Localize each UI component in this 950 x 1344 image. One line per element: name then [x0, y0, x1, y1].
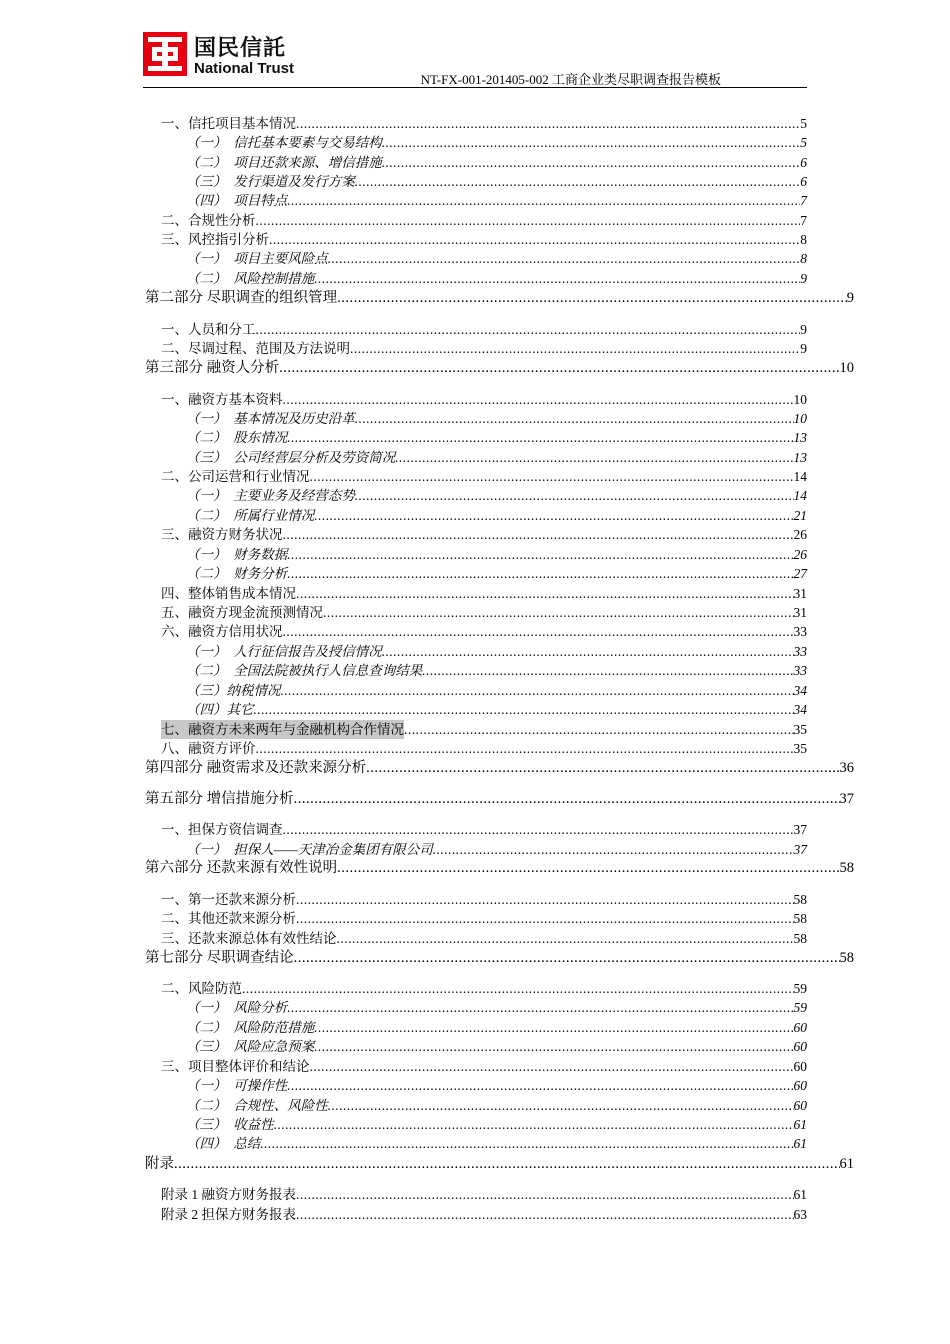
- toc-page-number: 31: [793, 586, 807, 601]
- toc-part-entry[interactable]: [145, 759, 854, 778]
- toc-entry-title: （一） 主要业务及经营态势: [186, 488, 355, 503]
- toc-section-entry[interactable]: [161, 622, 807, 641]
- toc-page-number: 5: [800, 135, 807, 150]
- toc-dot-leader: [395, 448, 793, 467]
- toc-page-number: 37: [793, 842, 807, 857]
- toc-subsection-entry[interactable]: [186, 661, 807, 680]
- toc-page-number: 13: [793, 430, 807, 445]
- toc-page-number: 33: [793, 624, 807, 639]
- toc-subsection-entry[interactable]: [186, 191, 807, 210]
- toc-entry-title: 六、融资方信用状况: [161, 624, 283, 639]
- toc-section-entry[interactable]: [161, 525, 807, 544]
- toc-part-entry[interactable]: [145, 790, 854, 809]
- toc-entry-title: 三、还款来源总体有效性结论: [161, 931, 337, 946]
- toc-dot-leader: [283, 820, 794, 839]
- toc-part-entry[interactable]: [145, 1155, 854, 1174]
- toc-subsection-entry[interactable]: [186, 269, 807, 288]
- toc-entry-title: （一） 基本情况及历史沿革: [186, 411, 355, 426]
- toc-entry-title: （一） 项目主要风险点: [186, 251, 328, 266]
- toc-entry-title: （一） 财务数据: [186, 547, 288, 562]
- toc-entry-title: （二） 合规性、风险性: [186, 1098, 328, 1113]
- toc-dot-leader: [296, 909, 794, 928]
- toc-dot-leader: [314, 1037, 793, 1056]
- toc-page-number: 58: [839, 860, 854, 876]
- toc-entry-title: 第七部分 尽职调查结论: [145, 950, 294, 966]
- toc-page-number: 14: [793, 488, 807, 503]
- toc-section-entry[interactable]: [161, 720, 807, 739]
- toc-entry-title: （二） 风险防范措施: [186, 1020, 315, 1035]
- toc-page-number: 8: [800, 232, 807, 247]
- toc-dot-leader: [314, 506, 793, 525]
- toc-entry-title: 一、第一还款来源分析: [161, 892, 296, 907]
- toc-page-number: 58: [793, 911, 807, 926]
- toc-dot-leader: [355, 172, 801, 191]
- toc-dot-leader: [287, 191, 800, 210]
- toc-section-entry[interactable]: [161, 1057, 807, 1076]
- toc-subsection-entry[interactable]: [186, 642, 807, 661]
- toc-page-number: 35: [793, 722, 807, 737]
- toc-page-number: 9: [800, 322, 807, 337]
- toc-subsection-entry[interactable]: [186, 681, 807, 700]
- toc-part-entry[interactable]: [145, 359, 854, 378]
- toc-dot-leader: [404, 720, 794, 739]
- toc-dot-leader: [382, 133, 801, 152]
- toc-entry-title: 二、公司运营和行业情况: [161, 469, 310, 484]
- toc-entry-title: 第四部分 融资需求及还款来源分析: [145, 760, 367, 776]
- toc-page-number: 60: [793, 1078, 807, 1093]
- toc-entry-title: 二、合规性分析: [161, 213, 256, 228]
- toc-entry-title: 一、担保方资信调查: [161, 822, 283, 837]
- toc-dot-leader: [287, 1076, 793, 1095]
- toc-dot-leader: [296, 114, 800, 133]
- toc-section-entry[interactable]: [161, 909, 807, 928]
- toc-subsection-entry[interactable]: [186, 448, 807, 467]
- toc-dot-leader: [260, 1134, 793, 1153]
- toc-subsection-entry[interactable]: [186, 1076, 807, 1095]
- toc-dot-leader: [283, 390, 794, 409]
- toc-section-entry[interactable]: [161, 320, 807, 339]
- toc-entry-title: 二、尽调过程、范围及方法说明: [161, 341, 350, 356]
- toc-entry-title: 三、项目整体评价和结论: [161, 1059, 310, 1074]
- logo-english-name: National Trust: [194, 60, 295, 77]
- toc-page-number: 61: [793, 1117, 807, 1132]
- toc-page-number: 58: [793, 892, 807, 907]
- toc-dot-leader: [274, 1115, 794, 1134]
- toc-page-number: 63: [793, 1207, 807, 1222]
- toc-entry-title: （一） 担保人——天津冶金集团有限公司: [186, 842, 433, 857]
- toc-dot-leader: [337, 929, 794, 948]
- toc-page-number: 31: [793, 605, 807, 620]
- toc-page-number: 8: [800, 251, 807, 266]
- toc-entry-title: （二） 所属行业情况: [186, 508, 315, 523]
- toc-page-number: 58: [839, 950, 854, 966]
- toc-page-number: 33: [793, 663, 807, 678]
- toc-entry-title: 五、融资方现金流预测情况: [161, 605, 323, 620]
- toc-subsection-entry[interactable]: [186, 1115, 807, 1134]
- toc-section-entry[interactable]: [161, 929, 807, 948]
- toc-section-entry[interactable]: [161, 339, 807, 358]
- toc-entry-title: （三） 收益性: [186, 1117, 274, 1132]
- toc-page-number: 37: [839, 791, 854, 807]
- toc-page-number: 27: [793, 566, 807, 581]
- toc-page-number: 14: [793, 469, 807, 484]
- toc-entry-title: （二） 风险控制措施: [186, 271, 315, 286]
- toc-dot-leader: [283, 525, 794, 544]
- toc-entry-title: （一） 人行征信报告及授信情况: [186, 644, 382, 659]
- toc-subsection-entry[interactable]: [186, 409, 807, 428]
- toc-entry-title: 二、风险防范: [161, 981, 242, 996]
- toc-page-number: 37: [793, 822, 807, 837]
- toc-entry-title: （三）纳税情况: [186, 683, 281, 698]
- toc-page-number: 58: [793, 931, 807, 946]
- toc-entry-title: 七、融资方未来两年与金融机构合作情况: [161, 722, 404, 737]
- toc-entry-title: 四、整体销售成本情况: [161, 586, 296, 601]
- toc-entry-title: 第三部分 融资人分析: [145, 360, 280, 376]
- toc-dot-leader: [287, 545, 793, 564]
- toc-dot-leader: [350, 339, 800, 358]
- toc-section-entry[interactable]: [161, 230, 807, 249]
- toc-entry-title: 附录 2 担保方财务报表: [161, 1207, 296, 1222]
- toc-dot-leader: [281, 681, 794, 700]
- toc-entry-title: （一） 风险分析: [186, 1000, 288, 1015]
- toc-subsection-entry[interactable]: [186, 1018, 807, 1037]
- toc-dot-leader: [310, 1057, 794, 1076]
- toc-entry-title: （二） 财务分析: [186, 566, 288, 581]
- toc-entry-title: （三） 发行渠道及发行方案: [186, 174, 355, 189]
- toc-subsection-entry[interactable]: [186, 486, 807, 505]
- toc-entry-title: 一、人员和分工: [161, 322, 256, 337]
- toc-section-entry[interactable]: [161, 390, 807, 409]
- toc-page-number: 61: [793, 1187, 807, 1202]
- toc-entry-title: （二） 股东情况: [186, 430, 288, 445]
- toc-page-number: 60: [793, 1020, 807, 1035]
- toc-page-number: 59: [793, 1000, 807, 1015]
- toc-page-number: 61: [793, 1136, 807, 1151]
- toc-part-entry[interactable]: [145, 289, 854, 308]
- logo-chinese-name: 国民信託: [194, 36, 287, 61]
- toc-entry-title: 附录 1 融资方财务报表: [161, 1187, 296, 1202]
- toc-dot-leader: [337, 859, 839, 878]
- toc-section-entry[interactable]: [161, 739, 807, 758]
- toc-dot-leader: [314, 269, 800, 288]
- toc-entry-title: 一、信托项目基本情况: [161, 116, 296, 131]
- toc-dot-leader: [256, 739, 794, 758]
- toc-entry-title: （四） 总结: [186, 1136, 261, 1151]
- toc-page-number: 10: [793, 392, 807, 407]
- toc-section-entry[interactable]: [161, 584, 807, 603]
- toc-subsection-entry[interactable]: [186, 506, 807, 525]
- toc-subsection-entry[interactable]: [186, 249, 807, 268]
- toc-dot-leader: [174, 1155, 840, 1174]
- toc-page-number: 35: [793, 741, 807, 756]
- toc-dot-leader: [328, 249, 801, 268]
- toc-page-number: 60: [793, 1059, 807, 1074]
- toc-page-number: 5: [800, 116, 807, 131]
- toc-section-entry[interactable]: [161, 979, 807, 998]
- toc-dot-leader: [323, 603, 794, 622]
- toc-page-number: 36: [839, 760, 854, 776]
- toc-dot-leader: [296, 1185, 794, 1204]
- toc-page-number: 6: [800, 155, 807, 170]
- toc-dot-leader: [296, 890, 794, 909]
- toc-subsection-entry[interactable]: [186, 1134, 807, 1153]
- toc-page-number: 60: [793, 1098, 807, 1113]
- toc-entry-title: 附录: [145, 1156, 174, 1172]
- toc-subsection-entry[interactable]: [186, 1037, 807, 1056]
- toc-subsection-entry[interactable]: [186, 428, 807, 447]
- toc-dot-leader: [279, 359, 839, 378]
- toc-page-number: 59: [793, 981, 807, 996]
- toc-subsection-entry[interactable]: [186, 545, 807, 564]
- toc-part-entry[interactable]: [145, 859, 854, 878]
- toc-page-number: 9: [800, 341, 807, 356]
- toc-dot-leader: [296, 584, 794, 603]
- toc-dot-leader: [287, 428, 793, 447]
- toc-entry-title: 三、融资方财务状况: [161, 527, 283, 542]
- toc-dot-leader: [310, 467, 794, 486]
- toc-entry-title: 第二部分 尽职调查的组织管理: [145, 290, 338, 306]
- toc-page-number: 34: [793, 683, 807, 698]
- toc-section-entry[interactable]: [161, 1205, 807, 1224]
- toc-dot-leader: [314, 1018, 793, 1037]
- toc-part-entry[interactable]: [145, 949, 854, 968]
- toc-dot-leader: [296, 1205, 794, 1224]
- toc-page-number: 13: [793, 450, 807, 465]
- toc-dot-leader: [422, 661, 793, 680]
- toc-section-entry[interactable]: [161, 603, 807, 622]
- toc-dot-leader: [256, 211, 801, 230]
- toc-entry-title: 第五部分 增信措施分析: [145, 791, 294, 807]
- toc-entry-title: （二） 项目还款来源、增信措施: [186, 155, 382, 170]
- toc-dot-leader: [294, 790, 840, 809]
- toc-subsection-entry[interactable]: [186, 1096, 807, 1115]
- toc-dot-leader: [287, 998, 793, 1017]
- toc-page-number: 7: [800, 213, 807, 228]
- toc-subsection-entry[interactable]: [186, 153, 807, 172]
- toc-entry-title: （三） 公司经营层分析及劳资简况: [186, 450, 396, 465]
- toc-page-number: 34: [793, 702, 807, 717]
- toc-entry-title: 八、融资方评价: [161, 741, 256, 756]
- toc-entry-title: （四）其它: [186, 702, 254, 717]
- toc-section-entry[interactable]: [161, 820, 807, 839]
- toc-dot-leader: [355, 409, 794, 428]
- toc-subsection-entry[interactable]: [186, 133, 807, 152]
- toc-page-number: 26: [793, 527, 807, 542]
- toc-page-number: 60: [793, 1039, 807, 1054]
- toc-entry-title: （二） 全国法院被执行人信息查询结果: [186, 663, 423, 678]
- toc-page-number: 21: [793, 508, 807, 523]
- toc-dot-leader: [355, 486, 794, 505]
- toc-page-number: 6: [800, 174, 807, 189]
- toc-page-number: 26: [793, 547, 807, 562]
- toc-section-entry[interactable]: [161, 211, 807, 230]
- toc-subsection-entry[interactable]: [186, 700, 807, 719]
- toc-entry-title: 一、融资方基本资料: [161, 392, 283, 407]
- toc-page-number: 61: [839, 1156, 854, 1172]
- toc-dot-leader: [382, 642, 794, 661]
- toc-entry-title: 三、风控指引分析: [161, 232, 269, 247]
- toc-page-number: 33: [793, 644, 807, 659]
- document-code-title: NT-FX-001-201405-002 工商企业类尽职调查报告模板: [420, 72, 721, 87]
- toc-page-number: 7: [800, 193, 807, 208]
- toc-dot-leader: [254, 700, 794, 719]
- toc-subsection-entry[interactable]: [186, 564, 807, 583]
- toc-subsection-entry[interactable]: [186, 840, 807, 859]
- toc-dot-leader: [328, 1096, 794, 1115]
- toc-section-entry[interactable]: [161, 890, 807, 909]
- toc-entry-title: （三） 风险应急预案: [186, 1039, 315, 1054]
- toc-entry-title: （四） 项目特点: [186, 193, 288, 208]
- toc-dot-leader: [294, 949, 840, 968]
- toc-dot-leader: [287, 564, 793, 583]
- toc-section-entry[interactable]: [161, 467, 807, 486]
- toc-page-number: 10: [839, 360, 854, 376]
- toc-dot-leader: [283, 622, 794, 641]
- toc-page-number: 9: [800, 271, 807, 286]
- toc-dot-leader: [366, 759, 839, 778]
- toc-page-number: 10: [793, 411, 807, 426]
- toc-entry-title: （一） 可操作性: [186, 1078, 288, 1093]
- toc-entry-title: 第六部分 还款来源有效性说明: [145, 860, 338, 876]
- toc-section-entry[interactable]: [161, 1185, 807, 1204]
- toc-subsection-entry[interactable]: [186, 172, 807, 191]
- toc-dot-leader: [256, 320, 801, 339]
- toc-page-number: 9: [846, 290, 854, 306]
- toc-entry-title: （一） 信托基本要素与交易结构: [186, 135, 382, 150]
- toc-dot-leader: [433, 840, 794, 859]
- toc-section-entry[interactable]: [161, 114, 807, 133]
- toc-subsection-entry[interactable]: [186, 998, 807, 1017]
- toc-dot-leader: [382, 153, 801, 172]
- toc-dot-leader: [242, 979, 794, 998]
- toc-entry-title: 二、其他还款来源分析: [161, 911, 296, 926]
- toc-dot-leader: [269, 230, 800, 249]
- toc-dot-leader: [337, 289, 847, 308]
